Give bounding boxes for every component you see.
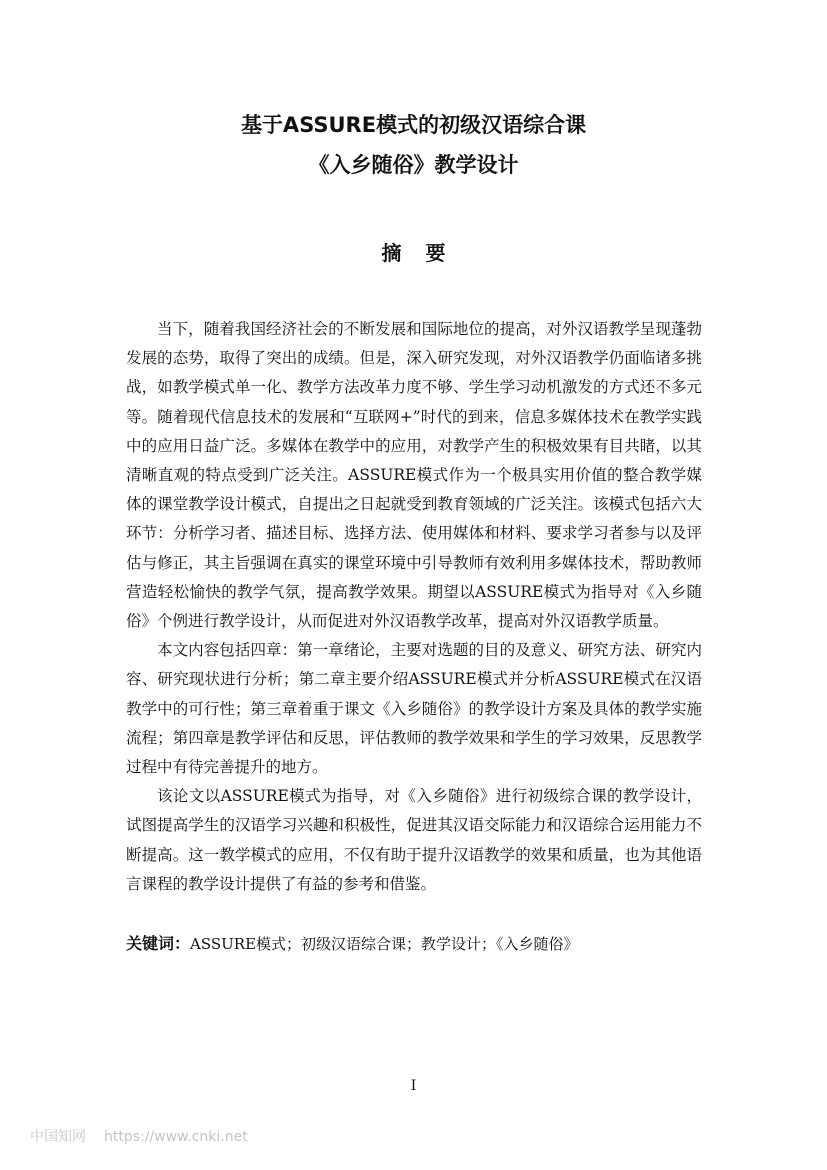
- keywords-label: 关键词：: [126, 934, 191, 953]
- abstract-paragraph-2: 本文内容包括四章：第一章绪论，主要对选题的目的及意义、研究方法、研究内容、研究现状进行分析；第二章主要介绍ASSURE模式并分析ASSURE模式在汉语教学中的可行性；第三章着重于课文《入乡随俗》的教学设计方案及具体的教学实施流程；第四章是教学评估和反思，评估教师的教学效果和学生的学习效果，反思教学过程中有待完善提升的地方。: [126, 641, 702, 777]
- abstract-body: [126, 315, 702, 899]
- watermark-url: https://www.cnki.net: [104, 1129, 248, 1145]
- keywords-text: ASSURE模式；初级汉语综合课；教学设计；《入乡随俗》: [190, 935, 579, 953]
- thesis-title-line-2: 《入乡随俗》教学设计: [308, 153, 519, 177]
- page-number: I: [410, 1078, 417, 1094]
- abstract-paragraph-3: 该论文以ASSURE模式为指导，对《入乡随俗》进行初级综合课的教学设计，试图提高学生的汉语学习兴趣和积极性，促进其汉语交际能力和汉语综合运用能力不断提高。这一教学模式的应用，不仅有助于提升汉语教学的效果和质量，也为其他语言课程的教学设计提供了有益的参考和借鉴。: [126, 787, 702, 893]
- keywords-line: [126, 930, 702, 958]
- cnki-watermark: [30, 1126, 248, 1146]
- watermark-brand: 中国知网: [30, 1129, 86, 1145]
- abstract-heading: 摘要: [381, 241, 470, 265]
- thesis-title-line-1: 基于ASSURE模式的初级汉语综合课: [240, 113, 587, 137]
- abstract-paragraph-1: 当下，随着我国经济社会的不断发展和国际地位的提高，对外汉语教学呈现蓬勃发展的态势，取得了突出的成绩。但是，深入研究发现，对外汉语教学仍面临诸多挑战，如教学模式单一化、教学方法改革力度不够、学生学习动机激发的方式还不多元等。随着现代信息技术的发展和“互联网+”时代的到来，信息多媒体技术在教学实践中的应用日益广泛。多媒体在教学中的应用，对教学产生的积极效果有目共睹，以其清晰直观的特点受到广泛关注。ASSURE模式作为一个极具实用价值的整合教学媒体的课堂教学设计模式，自提出之日起就受到教育领域的广泛关注。该模式包括六大环节：分析学习者、描述目标、选择方法、使用媒体和材料、要求学习者参与以及评估与修正，其主旨强调在真实的课堂环境中引导教师有效利用多媒体技术，帮助教师营造轻松愉快的教学气氛，提高教学效果。期望以ASSURE模式为指导对《入乡随俗》个例进行教学设计，从而促进对外汉语教学改革，提高对外汉语教学质量。: [126, 320, 702, 631]
